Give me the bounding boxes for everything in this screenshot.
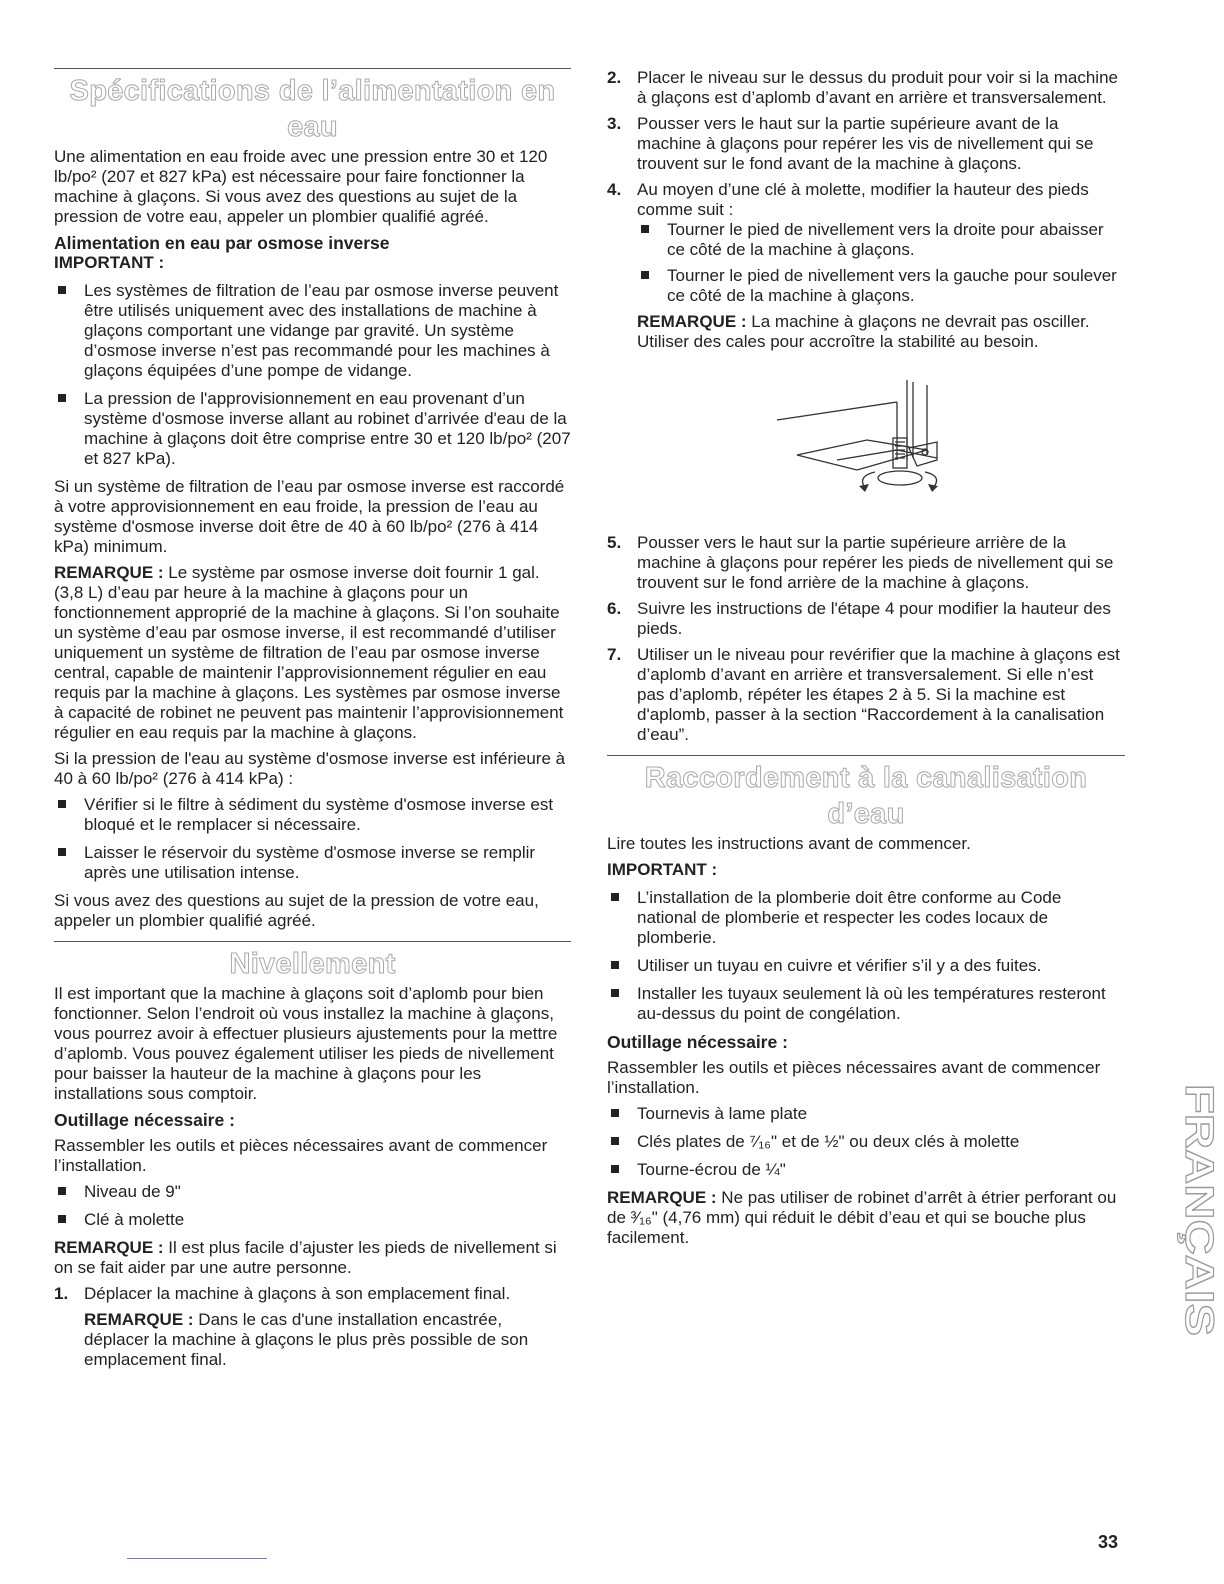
bullet-icon [611, 961, 619, 969]
note: REMARQUE : Le système par osmose inverse doit fournir 1 gal. (3,8 L) d’eau par heure à la machine à glaçons pour un fonctionnement approprié de la machine à glaçons. Si l’on souhaite un système d’eau par osmose inverse, il est recommandé d’utiliser uniquement un système de filtration de l’eau par osmose inverse central, capable de maintenir l’approvisionnement régulier en eau requis par la machine à glaçons. Les systèmes par osmose inverse à capacité de robinet ne peuvent pas maintenir l’approvisionnement régulier en eau requis par la machine à glaçons. [54, 563, 564, 742]
steps-list [54, 1284, 571, 1370]
subheading-reverse-osmosis: Alimentation en eau par osmose inverse [54, 233, 390, 253]
page-number: 33 [1098, 1532, 1119, 1552]
section-title-water-supply: Spécifications de l’alimentation en eau [69, 75, 556, 143]
bullet-list [54, 1182, 571, 1230]
bullet-list [54, 795, 571, 883]
step-item: 5. Pousser vers le haut sur la partie supérieure arrière de la machine à glaçons pour repérer les pieds de nivellement qui se trouvent sur le fond arrière de la machine à glaçons. [607, 533, 1114, 592]
list-item: Tourner le pied de nivellement vers la droite pour abaisser ce côté de la machine à glaçons. [637, 220, 1125, 260]
step-item: 3. Pousser vers le haut sur la partie supérieure avant de la machine à glaçons pour repérer les vis de nivellement qui se trouvent sur le fond avant de la machine à glaçons. [607, 114, 1094, 173]
bullet-icon [58, 848, 66, 856]
step-item: 2. Placer le niveau sur le dessus du produit pour voir si la machine à glaçons est d’aplomb d’avant en arrière et transversalement. [607, 68, 1118, 107]
important-label: IMPORTANT : [607, 860, 718, 879]
list-item: Tournevis à lame plate [607, 1104, 1125, 1124]
note: REMARQUE : Dans le cas d'une installation encastrée, déplacer la machine à glaçons le plus près possible de son emplacement final. [84, 1310, 529, 1369]
paragraph: Rassembler les outils et pièces nécessaires avant de commencer l’installation. [607, 1058, 1101, 1097]
language-side-tab [1148, 1080, 1221, 1340]
paragraph: Il est important que la machine à glaçons soit d’aplomb pour bien fonctionner. Selon l’endroit où vous installez la machine à glaçons, vous pourrez avoir à effectuer plusieurs ajustements pour la mettre d’aplomb. Vous pouvez également utiliser les pieds de nivellement pour baisser la hauteur de la machine à glaçons pour les installations sous comptoir. [54, 984, 558, 1103]
tools-heading: Outillage nécessaire : [54, 1110, 235, 1130]
list-item: Utiliser un tuyau en cuivre et vérifier s’il y a des fuites. [607, 956, 1125, 976]
list-item: Clé à molette [54, 1210, 571, 1230]
section-title-water-line: Raccordement à la canalisation d’eau [644, 762, 1088, 830]
tools-heading: Outillage nécessaire : [607, 1032, 788, 1052]
list-item: La pression de l'approvisionnement en eau provenant d’un système d'osmose inverse allant au robinet d’arrivée d'eau de la machine à glaçons doit être comprise entre 30 et 120 lb/po² (207 et 827 kPa). [54, 389, 571, 469]
footer-line [127, 1558, 267, 1559]
bullet-list [607, 888, 1125, 1024]
note: REMARQUE : Ne pas utiliser de robinet d’arrêt à étrier perforant ou de ³⁄₁₆" (4,76 mm) qui réduit le débit d’eau et qui se bouche plus facilement. [607, 1188, 1117, 1247]
bullet-icon [611, 893, 619, 901]
section-title-leveling: Nivellement [229, 948, 396, 980]
bullet-list [607, 1104, 1125, 1180]
bullet-icon [611, 1165, 619, 1173]
paragraph: Si un système de filtration de l’eau par osmose inverse est raccordé à votre approvisionnement en eau froide, la pression de l’eau au système d'osmose inverse doit être de 40 à 60 lb/po² (276 à 414 kPa) minimum. [54, 477, 565, 556]
bullet-icon [641, 271, 649, 279]
list-item: Niveau de 9" [54, 1182, 571, 1202]
step-item: 7. Utiliser un le niveau pour revérifier que la machine à glaçons est d’aplomb d’avant en arrière et transversalement. Si elle n’est pas d’aplomb, répéter les étapes 2 à 5. Si la machine est d'aplomb, passer à la section “Raccordement à la canalisation d’eau”. [607, 645, 1120, 744]
paragraph: Si vous avez des questions au sujet de la pression de votre eau, appeler un plombier qualifié agréé. [54, 891, 539, 930]
list-item: Vérifier si le filtre à sédiment du système d'osmose inverse est bloqué et le remplacer si nécessaire. [54, 795, 571, 835]
bullet-icon [611, 1137, 619, 1145]
bullet-icon [641, 225, 649, 233]
left-column [54, 68, 571, 1376]
bullet-icon [58, 1187, 66, 1195]
list-item: Tourner le pied de nivellement vers la gauche pour soulever ce côté de la machine à glaçons. [637, 266, 1125, 306]
bullet-icon [58, 286, 66, 294]
steps-list [607, 68, 1125, 352]
list-item: Les systèmes de filtration de l’eau par osmose inverse peuvent être utilisés uniquement avec des installations de machine à glaçons comportant une vidange par gravité. Un système d’osmose inverse n’est pas recommandé pour les machines à glaçons équipées d’une pompe de vidange. [54, 281, 571, 381]
right-column [607, 68, 1125, 1254]
note: REMARQUE : La machine à glaçons ne devrait pas osciller. Utiliser des cales pour accroître la stabilité au besoin. [637, 312, 1090, 351]
list-item: Installer les tuyaux seulement là où les températures resteront au-dessus du point de congélation. [607, 984, 1125, 1024]
step-item: 6. Suivre les instructions de l'étape 4 pour modifier la hauteur des pieds. [607, 599, 1111, 638]
side-tab-label: FRANÇAIS [1177, 1084, 1221, 1291]
step-item: 1. Déplacer la machine à glaçons à son emplacement final. REMARQUE : Dans le cas d'une installation encastrée, déplacer la machine à glaçons le plus près possible de son emplacement final. [54, 1284, 571, 1370]
paragraph: Une alimentation en eau froide avec une pression entre 30 et 120 lb/po² (207 et 827 kPa) est nécessaire pour faire fonctionner la machine à glaçons. Si vous avez des questions au sujet de la pression de votre eau, appeler un plombier qualifié agréé. [54, 147, 548, 226]
paragraph: Rassembler les outils et pièces nécessaires avant de commencer l’installation. [54, 1136, 548, 1175]
bullet-icon [58, 394, 66, 402]
section-rule [54, 68, 571, 69]
bullet-icon [58, 800, 66, 808]
important-label: IMPORTANT : [54, 253, 165, 272]
steps-list [607, 533, 1125, 745]
paragraph: Lire toutes les instructions avant de commencer. [607, 834, 971, 853]
paragraph: Si la pression de l'eau au système d'osmose inverse est inférieure à 40 à 60 lb/po² (276 à 414 kPa) : [54, 749, 566, 788]
note: REMARQUE : Il est plus facile d’ajuster les pieds de nivellement si on se fait aider par une autre personne. [54, 1238, 557, 1277]
bullet-icon [611, 989, 619, 997]
list-item: Tourne-écrou de ¼" [607, 1160, 1125, 1180]
list-item: Laisser le réservoir du système d'osmose inverse se remplir après une utilisation intense. [54, 843, 571, 883]
bullet-list [637, 220, 1125, 306]
bullet-icon [58, 1215, 66, 1223]
list-item: L’installation de la plomberie doit être conforme au Code national de plomberie et respecter les codes locaux de plomberie. [607, 888, 1125, 948]
section-rule [607, 755, 1125, 756]
bullet-icon [611, 1109, 619, 1117]
list-item: Clés plates de ⁷⁄₁₆" et de ½" ou deux clés à molette [607, 1132, 1125, 1152]
bullet-list [54, 281, 571, 469]
leveling-foot-illustration [697, 360, 1037, 520]
step-item: 4. Au moyen d’une clé à molette, modifier la hauteur des pieds comme suit : Tourner le pied de nivellement vers la droite pour abaisser ce côté de la machine à glaçons. Tourner le pied de nivellement vers la gauche pour soulever ce côté de la machine à glaçons. REMARQUE : La machine à glaçons ne devrait pas osciller. Utiliser des cales pour accroître la stabilité au besoin. [607, 180, 1125, 352]
section-rule [54, 941, 571, 942]
